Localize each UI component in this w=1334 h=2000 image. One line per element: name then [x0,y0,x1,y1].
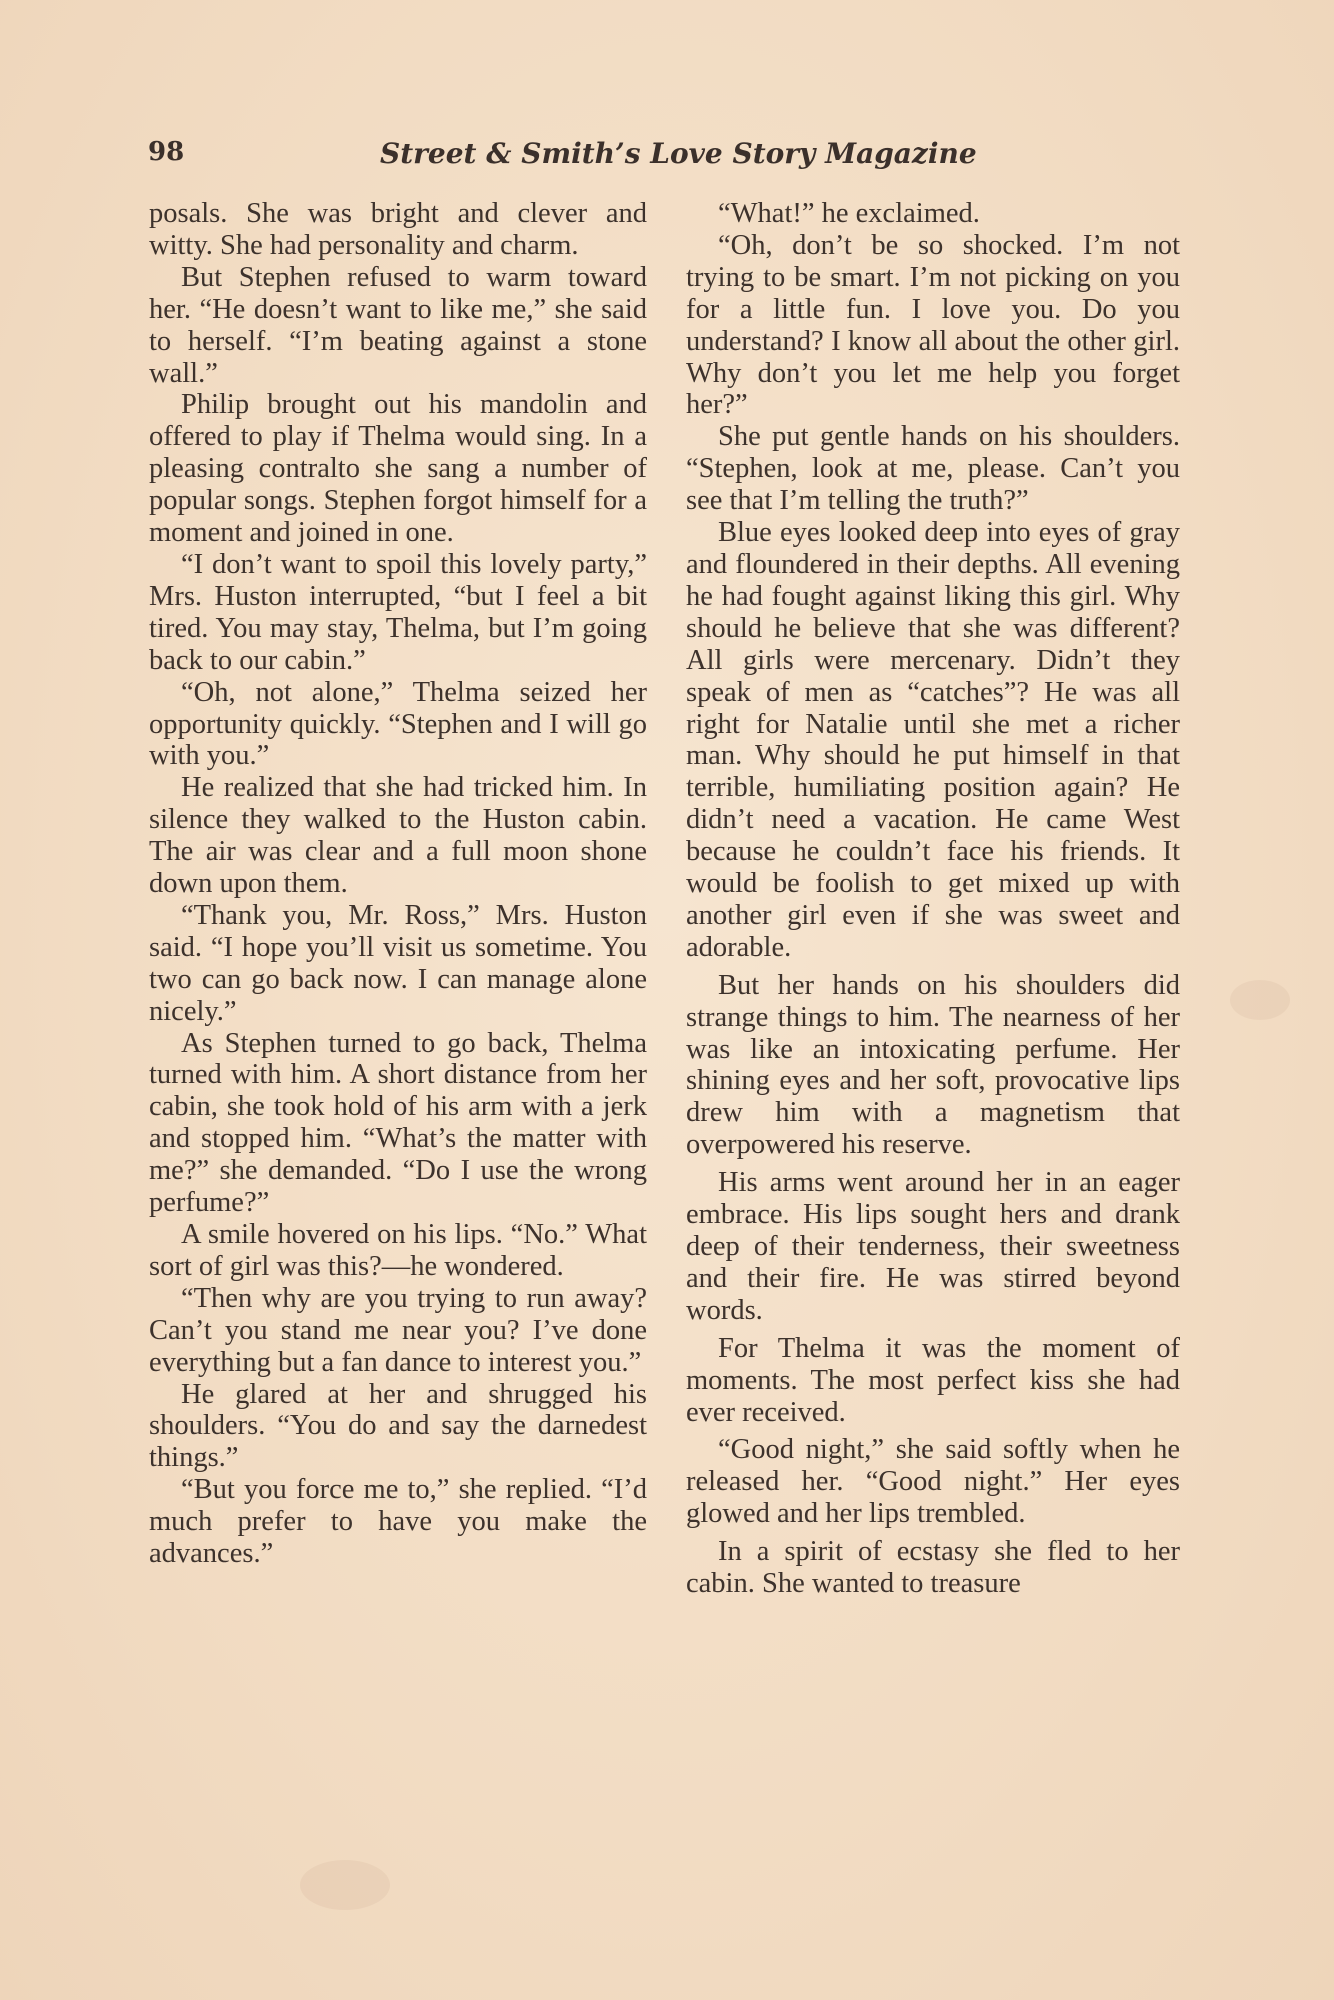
paragraph: But Stephen refused to warm toward her. “He doesn’t want to like me,” she said to herself. “I’m beating against a stone wall.” [149,261,647,389]
paper-stain [1230,980,1290,1020]
paragraph: “But you force me to,” she replied. “I’d much prefer to have you make the advances.” [149,1474,647,1570]
paragraph: A smile hovered on his lips. “No.” What sort of girl was this?—he wondered. [149,1219,647,1282]
paragraph: She put gentle hands on his shoulders. “Stephen, look at me, please. Can’t you see that I’m telling the truth?” [686,421,1180,517]
paragraph: “What!” he exclaimed. [718,198,980,229]
paragraph: “I don’t want to spoil this lovely party,” Mrs. Huston interrupted, “but I feel a bit tired. You may stay, Thelma, but I’m going back to our cabin.” [149,548,647,676]
paper-stain [300,1860,390,1910]
paragraph: In a spirit of ecstasy she fled to her cabin. She wanted to treasure [686,1536,1180,1600]
paragraph: “Good night,” she said softly when he released her. “Good night.” Her eyes glowed and her lips trembled. [686,1434,1180,1530]
paragraph: He glared at her and shrugged his shoulders. “You do and say the darnedest things.” [149,1378,647,1474]
paragraph: Philip brought out his mandolin and offered to play if Thelma would sing. In a pleasing contralto she sang a number of popular songs. Stephen forgot himself for a moment and joined in one. [149,389,647,549]
paragraph: His arms went around her in an eager embrace. His lips sought hers and drank deep of their tenderness, their sweetness and their fire. He was stirred beyond words. [686,1167,1180,1326]
page-header [148,137,977,177]
paragraph: As Stephen turned to go back, Thelma turned with him. A short distance from her cabin, she took hold of his arm with a jerk and stopped him. “What’s the matter with me?” she demanded. “Do I use the wrong perfume?” [149,1027,647,1219]
left-column [149,198,647,1570]
running-title: Street & Smith’s Love Story Magazine [380,137,977,170]
page-number: 98 [148,137,185,167]
paragraph: posals. She was bright and clever and witty. She had personality and charm. [149,198,647,261]
right-column [686,198,1180,1600]
paragraph: He realized that she had tricked him. In silence they walked to the Huston cabin. The air was clear and a full moon shone down upon them. [149,772,647,900]
paragraph: For Thelma it was the moment of moments. The most perfect kiss she had ever received. [686,1332,1180,1428]
paragraph: “Then why are you trying to run away? Can’t you stand me near you? I’ve done everything but a fan dance to interest you.” [149,1282,647,1378]
paragraph: “Thank you, Mr. Ross,” Mrs. Huston said. “I hope you’ll visit us sometime. You two can go back now. I can manage alone nicely.” [149,899,647,1027]
paragraph: But her hands on his shoulders did strange things to him. The nearness of her was like an intoxicating perfume. Her shining eyes and her soft, provocative lips drew him with a magnetism that overpowered his reserve. [686,969,1180,1161]
paragraph: Blue eyes looked deep into eyes of gray and floundered in their depths. All evening he had fought against liking this girl. Why should he believe that she was different? All girls were mercenary. Didn’t they speak of men as “catches”? He was all right for Natalie until she met a richer man. Why should he put himself in that terrible, humiliating position again? He didn’t need a vacation. He came West because he couldn’t face his friends. It would be foolish to get mixed up with another girl even if she was sweet and adorable. [686,517,1180,963]
paragraph: “Oh, don’t be so shocked. I’m not trying to be smart. I’m not picking on you for a little fun. I love you. Do you understand? I know all about the other girl. Why don’t you let me help you forget her?” [686,229,1180,421]
paragraph: “Oh, not alone,” Thelma seized her opportunity quickly. “Stephen and I will go with you.” [149,676,647,772]
